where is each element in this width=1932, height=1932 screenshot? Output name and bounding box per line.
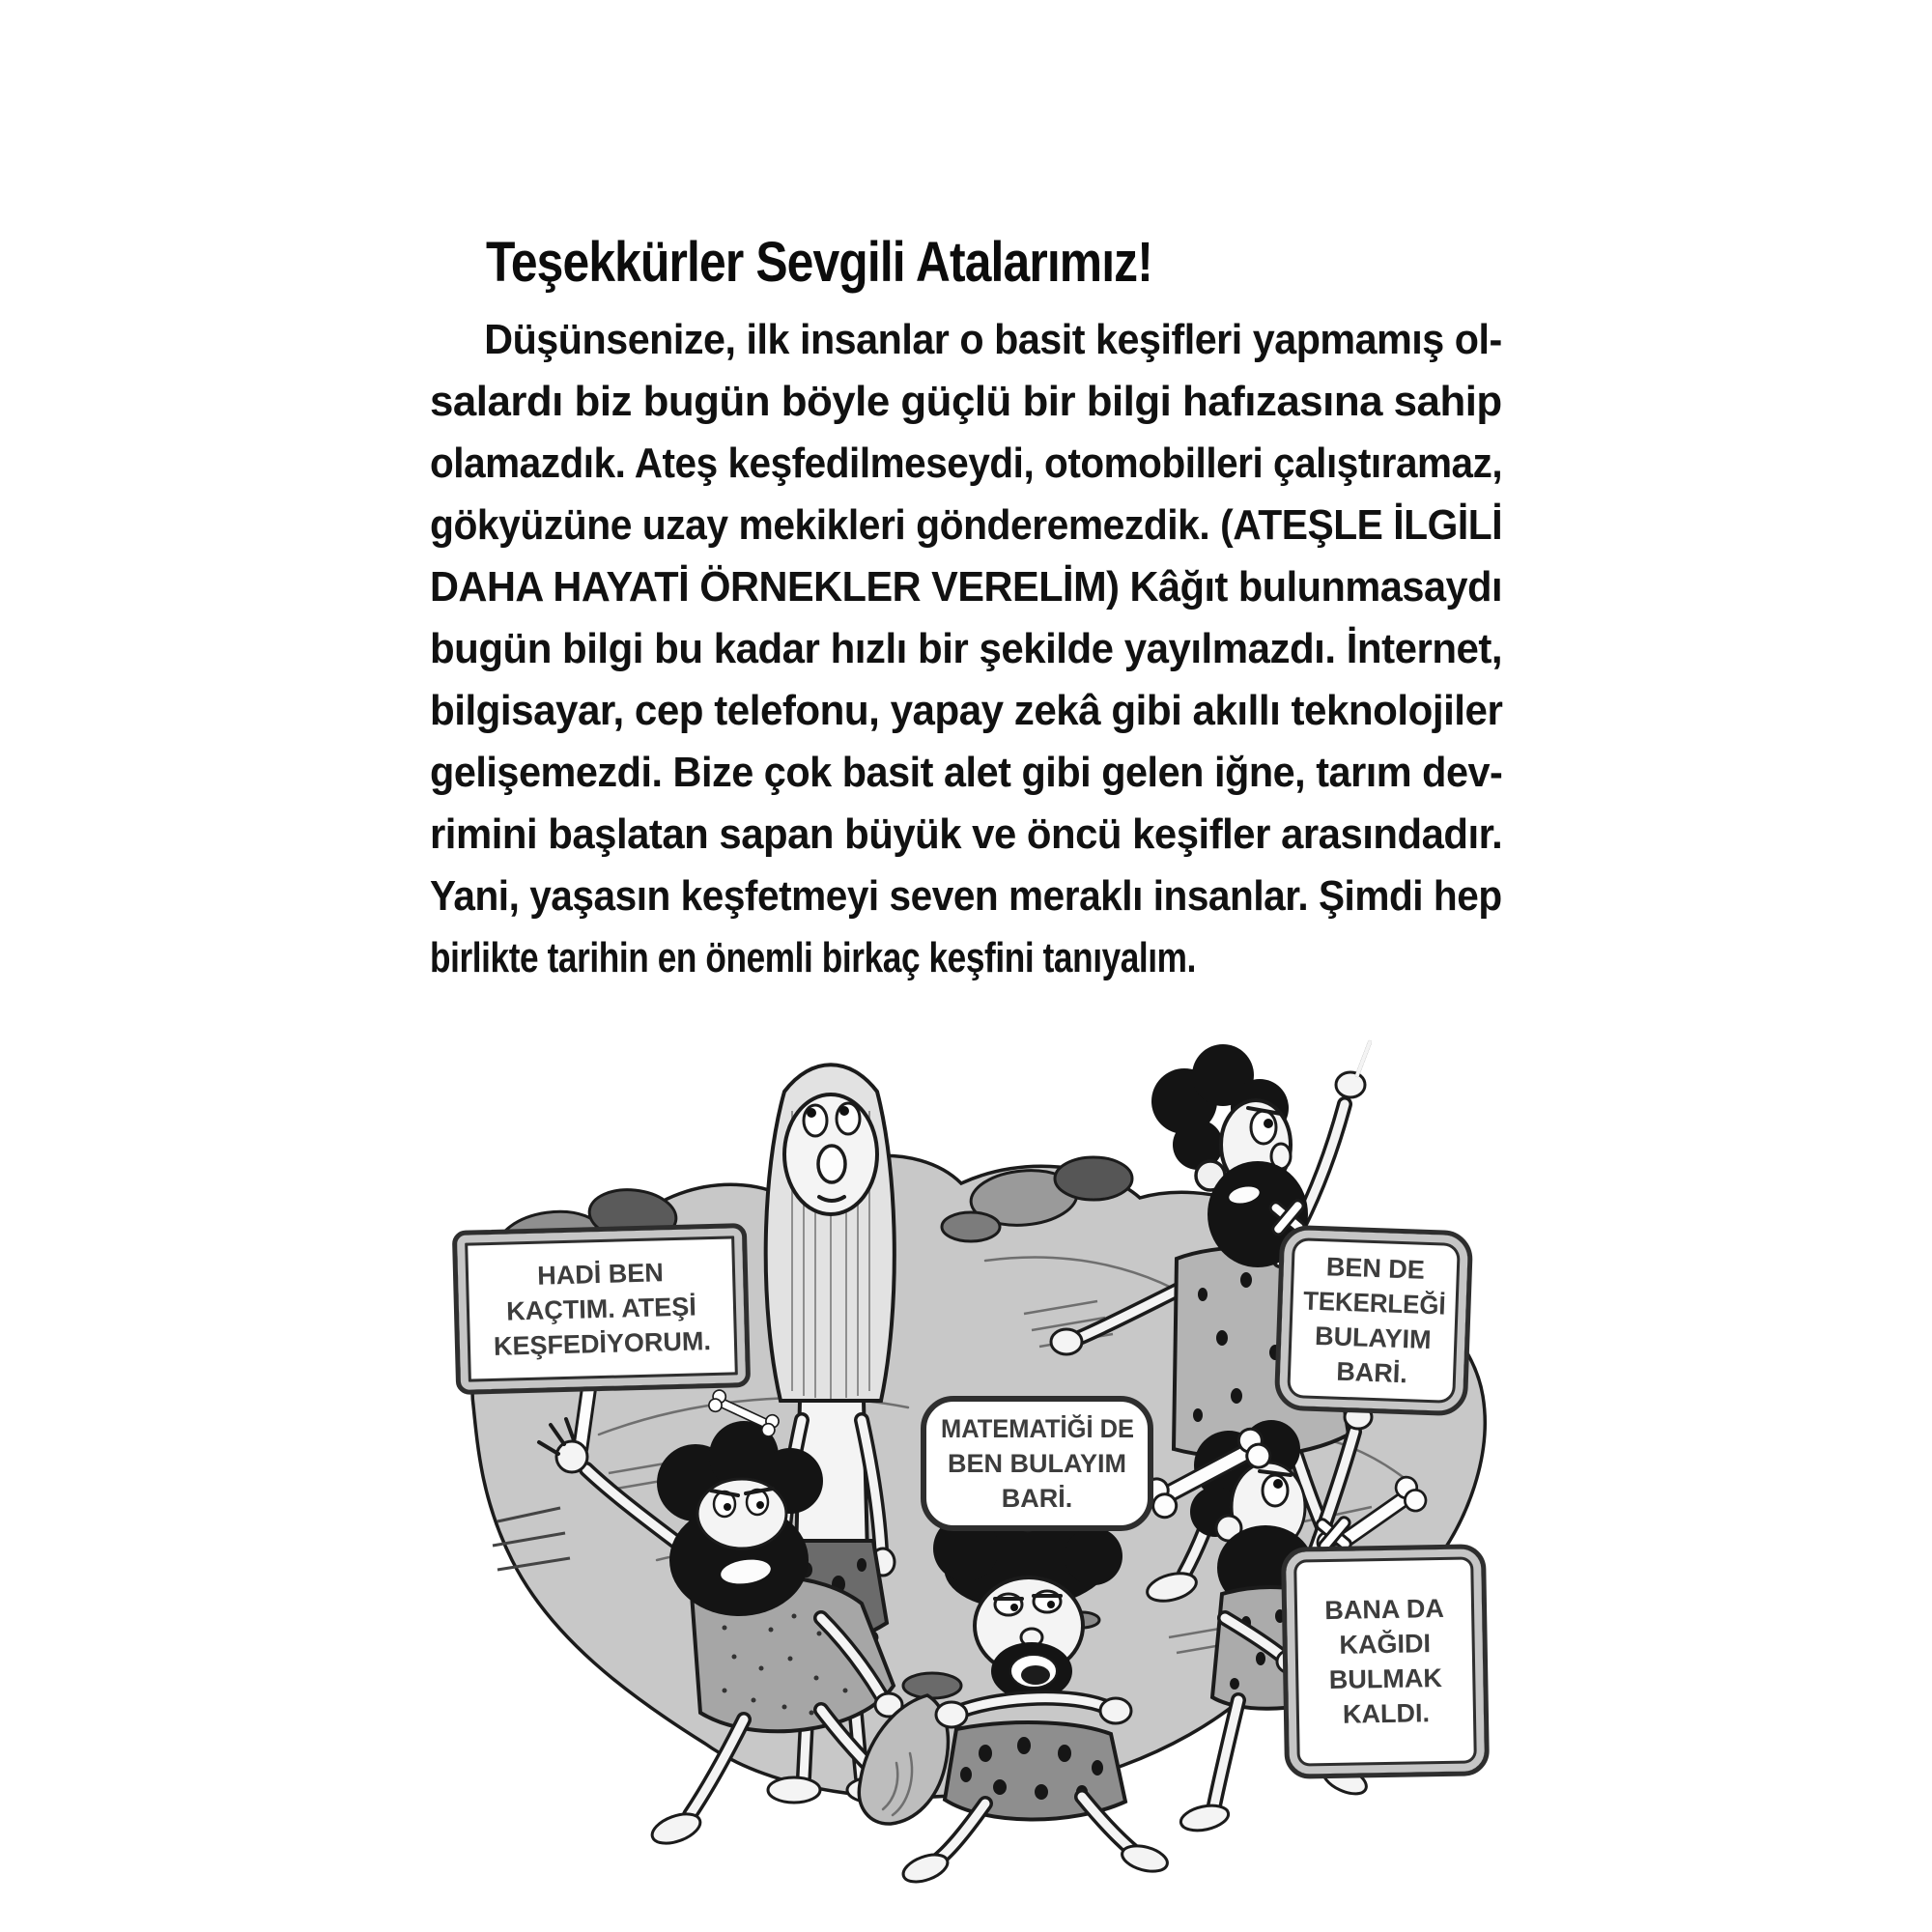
page-title: Teşekkürler Sevgili Atalarımız!	[486, 231, 1152, 294]
sign-wheel-discovery	[1274, 1225, 1474, 1417]
sign-text-line: KAĞIDI	[1339, 1629, 1432, 1660]
sign-text-line: BANA DA	[1324, 1593, 1445, 1626]
sign-text-line: BEN BULAYIM	[947, 1449, 1127, 1478]
sign-text-line: BULAYIM	[1314, 1321, 1433, 1355]
paragraph-line: Yani, yaşasın keşfetmeyi seven meraklı insanlar. Şimdi hep	[430, 872, 1502, 920]
paragraph-line: salardı biz bugün böyle güçlü bir bilgi hafızasına sahip	[430, 378, 1502, 425]
sign-text-line: BEN DE	[1325, 1252, 1426, 1285]
sign-text-line: HADİ BEN	[536, 1258, 665, 1291]
speech-bubble-math	[921, 1396, 1153, 1531]
cartoon-illustration	[406, 1019, 1526, 1898]
body-paragraph	[430, 309, 1502, 989]
paragraph-line: bilgisayar, cep telefonu, yapay zekâ gibi akıllı teknolojiler	[430, 687, 1503, 734]
sign-text-line: KEŞFEDİYORUM.	[493, 1326, 712, 1361]
sign-text-line: KAÇTIM. ATEŞİ	[505, 1292, 697, 1326]
paragraph-line: olamazdık. Ateş keşfedilmeseydi, otomobilleri çalıştıramaz,	[430, 440, 1503, 487]
paragraph-line: gökyüzüne uzay mekikleri gönderemezdik. (ATEŞLE İLGİLİ	[430, 501, 1503, 549]
paragraph-line: bugün bilgi bu kadar hızlı bir şekilde yayılmazdı. İnternet,	[430, 625, 1503, 672]
sign-text-line: BARİ.	[1335, 1356, 1408, 1389]
sign-text-line: BULMAK	[1328, 1662, 1443, 1695]
paragraph-line: rimini başlatan sapan büyük ve öncü keşifler arasındadır.	[430, 810, 1503, 858]
paragraph-line: Düşünsenize, ilk insanlar o basit keşifleri yapmamış ol-	[484, 316, 1502, 363]
sign-text-line: TEKERLEĞİ	[1302, 1286, 1446, 1321]
paragraph-line: birlikte tarihin en önemli birkaç keşfini tanıyalım.	[430, 934, 1196, 981]
paragraph-line: DAHA HAYATİ ÖRNEKLER VERELİM) Kâğıt bulunmasaydı	[430, 563, 1503, 611]
sign-fire-discovery	[452, 1223, 751, 1395]
sign-text-line: BARİ.	[1001, 1484, 1073, 1513]
paragraph-line: gelişemezdi. Bize çok basit alet gibi gelen iğne, tarım dev-	[430, 749, 1503, 796]
sign-paper-discovery	[1281, 1544, 1490, 1779]
sign-text-line: KALDI.	[1342, 1698, 1431, 1729]
sign-text-line: MATEMATİĞİ DE	[940, 1414, 1134, 1443]
